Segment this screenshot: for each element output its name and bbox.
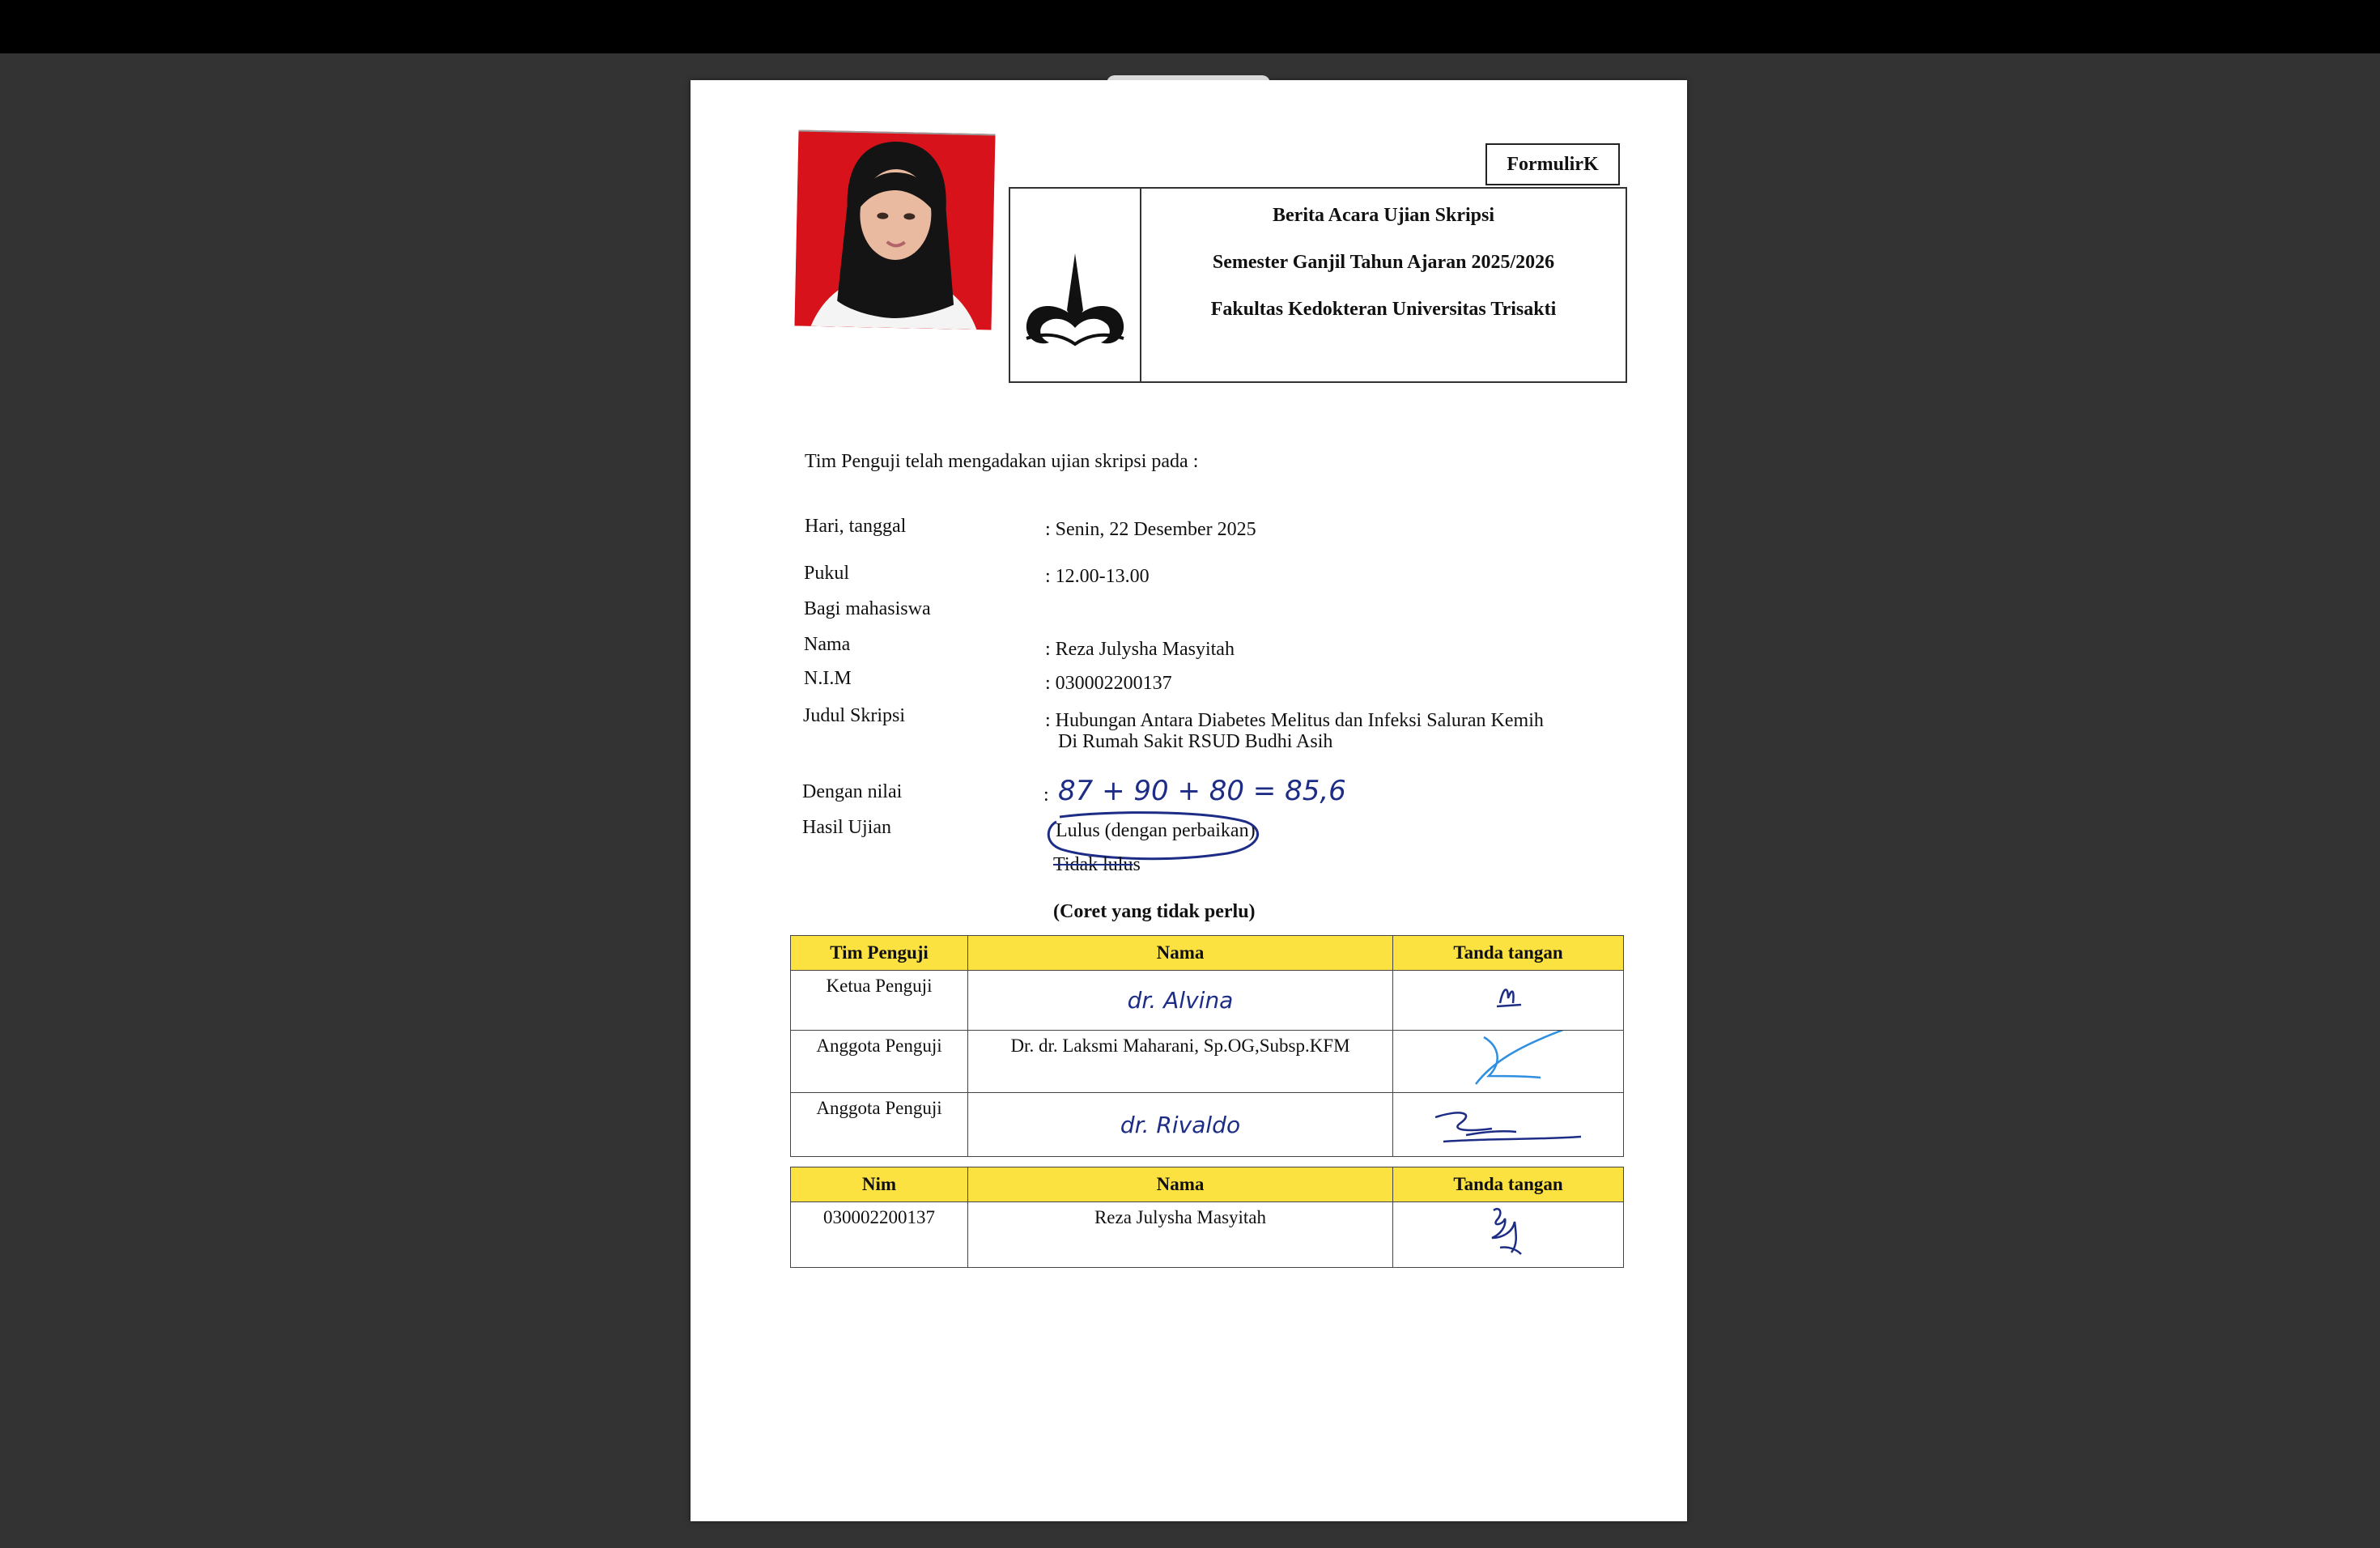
signature-cell xyxy=(1393,1093,1624,1157)
result-fail xyxy=(1053,854,1141,876)
signature-cell xyxy=(1393,1031,1624,1093)
thesis-value-line2: Di Rumah Sakit RSUD Budhi Asih xyxy=(1058,731,1333,752)
name-cell xyxy=(968,971,1393,1031)
table-row xyxy=(791,1031,1624,1093)
time-label: Pukul xyxy=(804,563,850,584)
name-cell: Dr. dr. Laksmi Maharani, Sp.OG,Subsp.KFM xyxy=(968,1031,1393,1093)
student-photo xyxy=(794,130,995,330)
signature-cell xyxy=(1393,1202,1624,1268)
result-fail-tail: s xyxy=(1133,854,1141,875)
result-pass: Lulus (dengan perbaikan) xyxy=(1056,820,1256,841)
role-cell: Ketua Penguji xyxy=(791,971,968,1031)
score-label: Dengan nilai xyxy=(802,781,903,802)
name-cell: Reza Julysha Masyitah xyxy=(968,1202,1393,1268)
for-student-label: Bagi mahasiswa xyxy=(804,598,931,619)
header-cell: Nim xyxy=(791,1167,968,1202)
score-colon: : xyxy=(1043,785,1049,806)
role-cell: Anggota Penguji xyxy=(791,1093,968,1157)
signature-student xyxy=(1468,1202,1549,1262)
signature-member-1 xyxy=(1427,1031,1589,1087)
header-faculty: Fakultas Kedokteran Universitas Trisakti xyxy=(1210,299,1557,320)
name-label: Nama xyxy=(804,634,851,655)
result-label: Hasil Ujian xyxy=(802,817,891,838)
header-title: Berita Acara Ujian Skripsi xyxy=(1273,205,1494,226)
signature-member-2 xyxy=(1419,1093,1597,1151)
strike-note: (Coret yang tidak perlu) xyxy=(1053,901,1256,922)
document-page xyxy=(691,80,1687,1521)
header-cell: Nama xyxy=(968,936,1393,971)
table-row xyxy=(791,971,1624,1031)
student-table xyxy=(790,1167,1624,1268)
result-fail-struck: Tidak lulu xyxy=(1053,854,1133,875)
handwritten-name: dr. Rivaldo xyxy=(1120,1111,1241,1138)
examiners-table xyxy=(790,935,1624,1157)
signature-cell xyxy=(1393,971,1624,1031)
header-cell: Tanda tangan xyxy=(1393,1167,1624,1202)
header-cell: Nama xyxy=(968,1167,1393,1202)
time-value: : 12.00-13.00 xyxy=(1045,566,1150,587)
signature-chair xyxy=(1468,971,1549,1019)
date-label: Hari, tanggal xyxy=(805,516,907,537)
nim-label: N.I.M xyxy=(804,668,852,689)
date-value: : Senin, 22 Desember 2025 xyxy=(1045,519,1256,540)
score-handwritten: 87 + 90 + 80 = 85,6 xyxy=(1058,775,1346,807)
thesis-label: Judul Skripsi xyxy=(803,705,906,726)
intro-text: Tim Penguji telah mengadakan ujian skripsi pada : xyxy=(805,451,1199,472)
form-code-box: FormulirK xyxy=(1485,143,1620,185)
header-cell: Tim Penguji xyxy=(791,936,968,971)
header-semester: Semester Ganjil Tahun Ajaran 2025/2026 xyxy=(1212,252,1555,273)
table-row xyxy=(791,1202,1624,1268)
nim-cell: 030002200137 xyxy=(791,1202,968,1268)
thesis-value-line1: : Hubungan Antara Diabetes Melitus dan Infeksi Saluran Kemih xyxy=(1045,710,1544,731)
trisakti-logo xyxy=(1010,189,1141,381)
name-cell xyxy=(968,1093,1393,1157)
name-value: : Reza Julysha Masyitah xyxy=(1045,639,1235,660)
header-cell: Tanda tangan xyxy=(1393,936,1624,971)
table-row xyxy=(791,1093,1624,1157)
viewer-top-bar xyxy=(0,0,2380,53)
document-header xyxy=(1009,187,1627,383)
page-indicator: Page 2 of 2 xyxy=(1107,75,1270,117)
handwritten-name: dr. Alvina xyxy=(1127,987,1234,1014)
nim-value: : 030002200137 xyxy=(1045,673,1172,694)
role-cell: Anggota Penguji xyxy=(791,1031,968,1093)
